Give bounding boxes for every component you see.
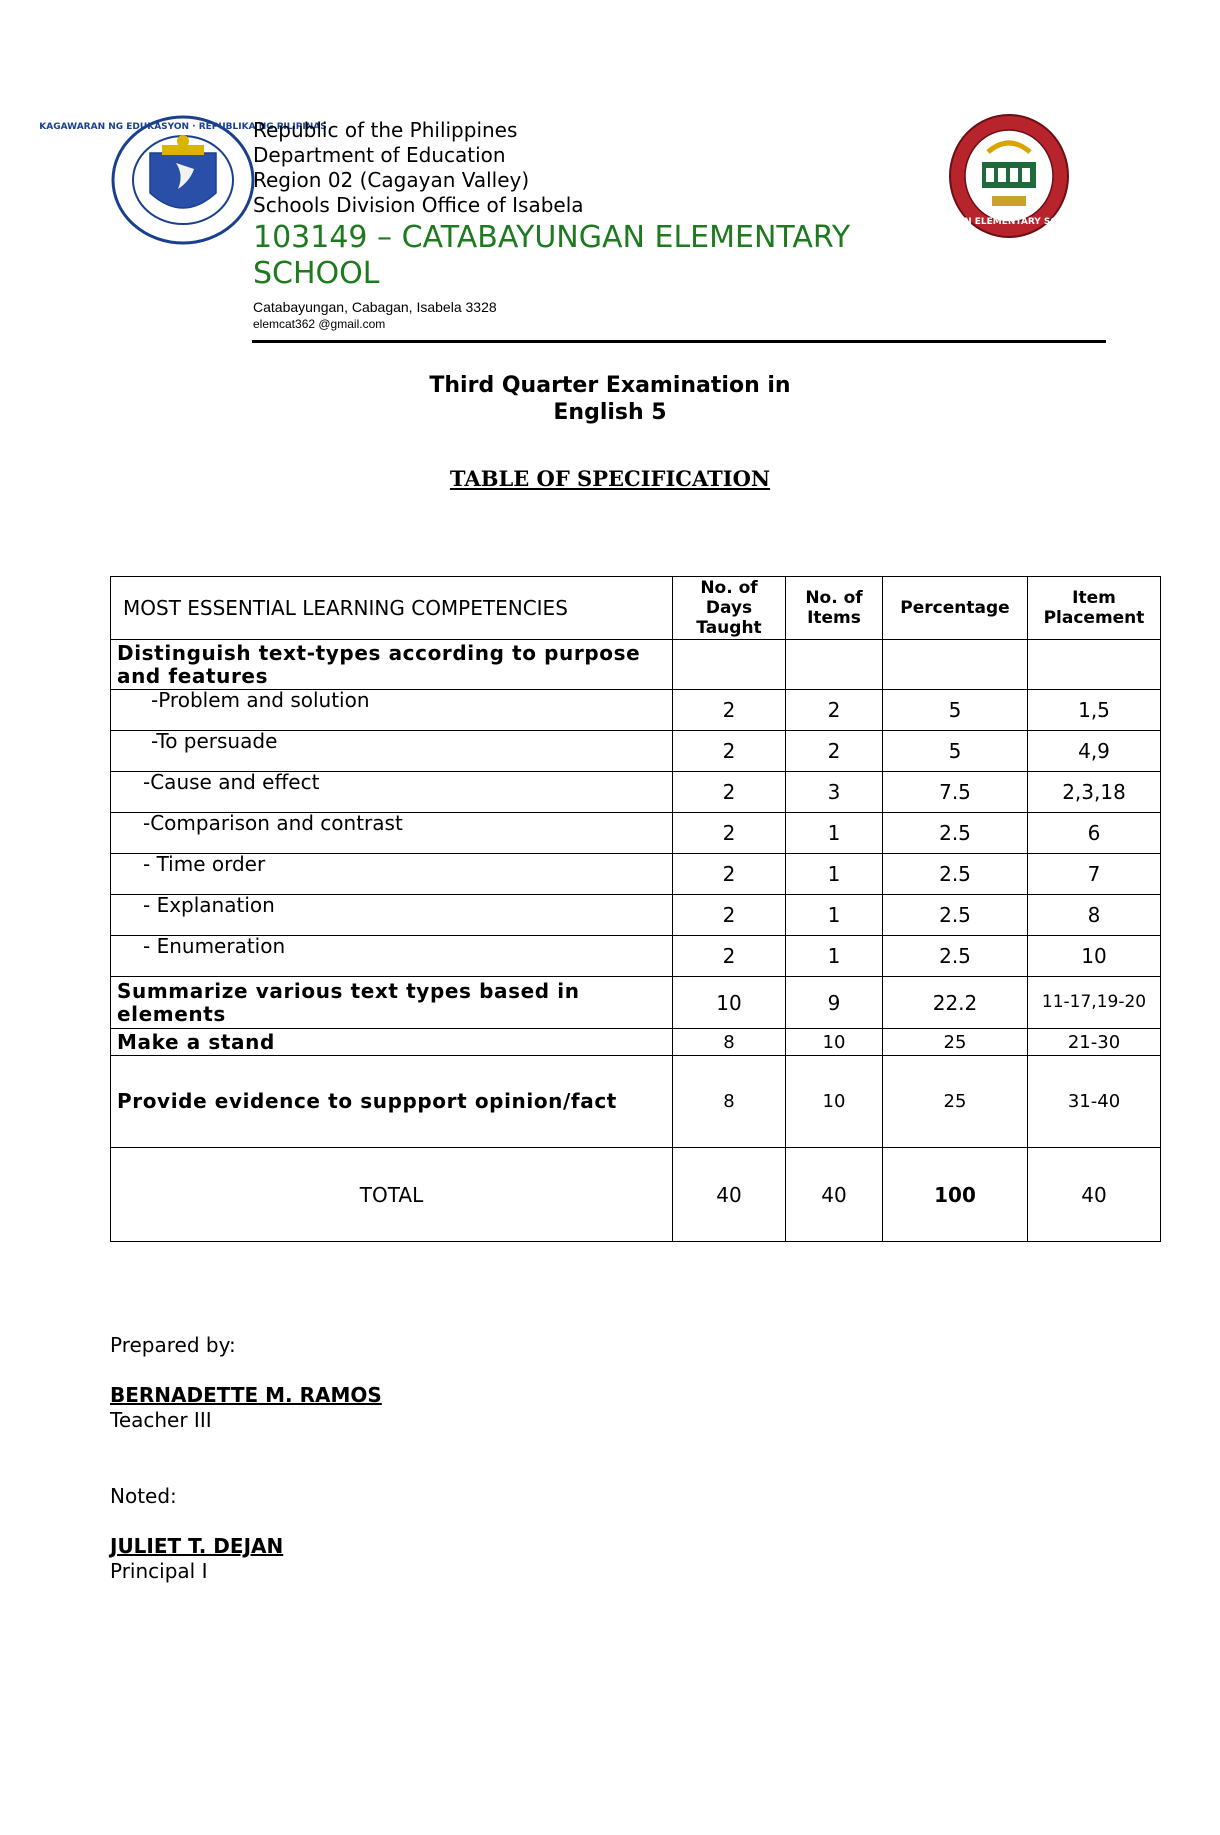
items-cell: 1 (786, 813, 883, 854)
percentage-cell: 25 (883, 1029, 1028, 1056)
empty-cell (883, 640, 1028, 690)
days-cell: 2 (673, 854, 786, 895)
percentage-cell: 2.5 (883, 813, 1028, 854)
total-percentage: 100 (883, 1148, 1028, 1242)
empty-cell (786, 640, 883, 690)
placement-cell: 2,3,18 (1028, 772, 1161, 813)
competency-label: Summarize various text types based in elements (111, 977, 673, 1029)
items-cell: 2 (786, 690, 883, 731)
table-row (111, 895, 1161, 936)
total-items: 40 (786, 1148, 883, 1242)
exam-title-line2: English 5 (553, 400, 667, 425)
percentage-cell: 2.5 (883, 854, 1028, 895)
placement-cell: 11-17,19-20 (1028, 977, 1161, 1029)
noted-label: Noted: (110, 1484, 177, 1508)
header-competency: MOST ESSENTIAL LEARNING COMPETENCIES (111, 577, 673, 640)
placement-cell: 6 (1028, 813, 1161, 854)
table-row (111, 731, 1161, 772)
department-line: Department of Education (253, 143, 506, 167)
table-row (111, 690, 1161, 731)
subcompetency-label: -Cause and effect (111, 772, 673, 813)
subcompetency-label: -To persuade (111, 731, 673, 772)
table-row (111, 772, 1161, 813)
table-total-row (111, 1148, 1161, 1242)
days-cell: 2 (673, 772, 786, 813)
days-cell: 8 (673, 1056, 786, 1148)
placement-cell: 21-30 (1028, 1029, 1161, 1056)
header-items: No. of Items (786, 577, 883, 640)
percentage-cell: 5 (883, 731, 1028, 772)
school-address: Catabayungan, Cabagan, Isabela 3328 (253, 299, 497, 315)
items-cell: 3 (786, 772, 883, 813)
competency-label: Make a stand (111, 1029, 673, 1056)
days-cell: 2 (673, 895, 786, 936)
subcompetency-label: - Enumeration (111, 936, 673, 977)
total-placement: 40 (1028, 1148, 1161, 1242)
placement-cell: 4,9 (1028, 731, 1161, 772)
subcompetency-label: - Time order (111, 854, 673, 895)
days-cell: 10 (673, 977, 786, 1029)
republic-line: Republic of the Philippines (253, 118, 518, 142)
table-row (111, 1029, 1161, 1056)
items-cell: 9 (786, 977, 883, 1029)
percentage-cell: 7.5 (883, 772, 1028, 813)
empty-cell (1028, 640, 1161, 690)
deped-seal-text: KAGAWARAN NG EDUKASYON · REPUBLIKA NG PILIPINAS (39, 122, 327, 132)
specification-table (110, 576, 1161, 1242)
header-percentage: Percentage (883, 577, 1028, 640)
items-cell: 10 (786, 1029, 883, 1056)
noter-title: Principal I (110, 1559, 208, 1583)
items-cell: 1 (786, 895, 883, 936)
table-row (111, 854, 1161, 895)
days-cell: 2 (673, 690, 786, 731)
table-row (111, 640, 1161, 690)
days-cell: 2 (673, 936, 786, 977)
subcompetency-label: -Problem and solution (111, 690, 673, 731)
percentage-cell: 22.2 (883, 977, 1028, 1029)
header-days: No. of Days Taught (673, 577, 786, 640)
school-seal-icon (890, 112, 1128, 240)
table-row (111, 813, 1161, 854)
table-row (111, 936, 1161, 977)
prepared-by-label: Prepared by: (110, 1333, 236, 1357)
empty-cell (673, 640, 786, 690)
school-seal-text: CATABAYUNGAN ELEMENTARY SCHOOL · DepEd (890, 217, 1128, 227)
region-line: Region 02 (Cagayan Valley) (253, 168, 530, 192)
placement-cell: 7 (1028, 854, 1161, 895)
subcompetency-label: - Explanation (111, 895, 673, 936)
items-cell: 10 (786, 1056, 883, 1148)
school-name: 103149 – CATABAYUNGAN ELEMENTARY SCHOOL (253, 220, 851, 291)
days-cell: 8 (673, 1029, 786, 1056)
placement-cell: 1,5 (1028, 690, 1161, 731)
school-email: elemcat362 @gmail.com (253, 317, 386, 331)
preparer-title: Teacher III (110, 1408, 212, 1432)
header-placement: Item Placement (1028, 577, 1161, 640)
preparer-name: BERNADETTE M. RAMOS (110, 1383, 382, 1407)
days-cell: 2 (673, 731, 786, 772)
items-cell: 1 (786, 936, 883, 977)
total-label: TOTAL (111, 1148, 673, 1242)
placement-cell: 8 (1028, 895, 1161, 936)
placement-cell: 10 (1028, 936, 1161, 977)
table-row (111, 1056, 1161, 1148)
table-header-row (111, 577, 1161, 640)
table-row (111, 977, 1161, 1029)
items-cell: 1 (786, 854, 883, 895)
percentage-cell: 2.5 (883, 936, 1028, 977)
percentage-cell: 5 (883, 690, 1028, 731)
competency-group-label: Distinguish text-types according to purpose and features (111, 640, 673, 690)
header-rule (252, 340, 1106, 343)
percentage-cell: 2.5 (883, 895, 1028, 936)
division-line: Schools Division Office of Isabela (253, 193, 584, 217)
deped-seal-icon (39, 115, 327, 245)
items-cell: 2 (786, 731, 883, 772)
competency-label: Provide evidence to suppport opinion/fact (111, 1056, 673, 1148)
total-days: 40 (673, 1148, 786, 1242)
table-of-specification-title: TABLE OF SPECIFICATION (449, 466, 771, 491)
percentage-cell: 25 (883, 1056, 1028, 1148)
noter-name: JULIET T. DEJAN (110, 1534, 284, 1558)
days-cell: 2 (673, 813, 786, 854)
subcompetency-label: -Comparison and contrast (111, 813, 673, 854)
placement-cell: 31-40 (1028, 1056, 1161, 1148)
exam-title (0, 372, 1220, 426)
exam-title-line1: Third Quarter Examination in (429, 373, 791, 398)
